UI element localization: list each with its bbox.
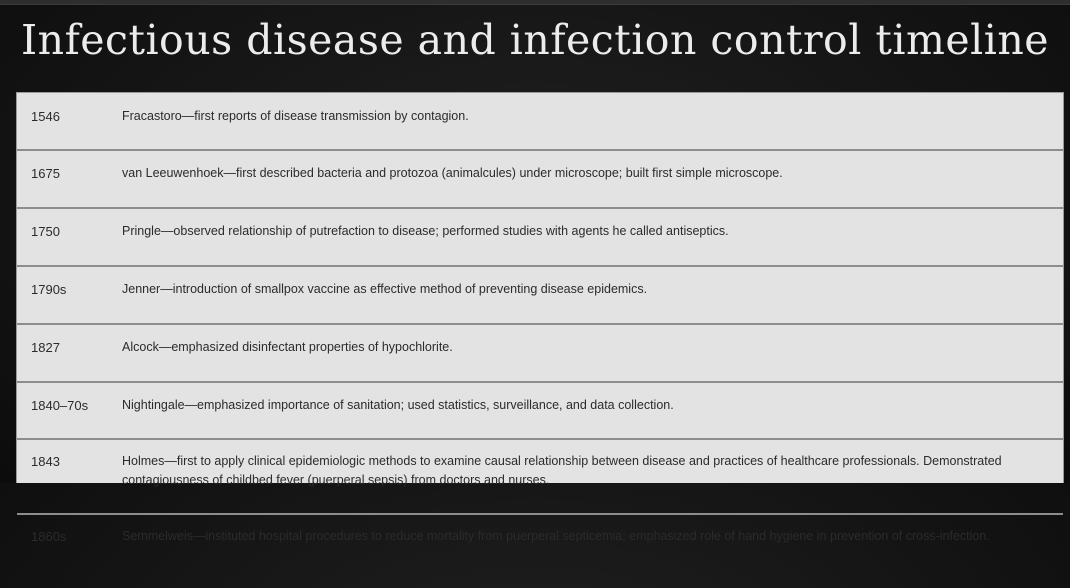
year-cell: 1675 [17, 150, 121, 208]
slide-top-border [0, 0, 1070, 5]
table-row [17, 382, 1063, 439]
year-cell: 1843 [17, 439, 121, 514]
event-cell: van Leeuwenhoek—first described bacteria and protozoa (animalcules) under microscope; built first simple microscope. [121, 150, 1063, 208]
table-row [17, 439, 1063, 514]
event-cell: Jenner—introduction of smallpox vaccine as effective method of preventing disease epidemics. [121, 266, 1063, 324]
table-row [17, 208, 1063, 266]
event-cell: Alcock—emphasized disinfectant properties of hypochlorite. [121, 324, 1063, 382]
event-cell: Fracastoro—first reports of disease transmission by contagion. [122, 109, 469, 123]
table-row [17, 93, 1063, 150]
slide-title: Infectious disease and infection control timeline [20, 16, 1050, 64]
event-cell: Semmelweis—instituted hospital procedures to reduce mortality from puerperal septicemia; emphasized role of hand hygiene in prevention of cross-infection. [121, 514, 1063, 588]
year-cell: 1546 [31, 109, 60, 124]
year-cell: 1860s [17, 514, 121, 588]
timeline-table-container [16, 92, 1064, 544]
event-cell: Pringle—observed relationship of putrefaction to disease; performed studies with agents he called antiseptics. [121, 208, 1063, 266]
year-cell: 1840–70s [17, 382, 121, 439]
timeline-table [17, 93, 1063, 588]
table-row [17, 324, 1063, 382]
table-row [17, 266, 1063, 324]
table-row [17, 514, 1063, 588]
event-cell: Nightingale—emphasized importance of sanitation; used statistics, surveillance, and data collection. [121, 382, 1063, 439]
year-cell: 1827 [17, 324, 121, 382]
event-cell: Holmes—first to apply clinical epidemiologic methods to examine causal relationship between disease and practices of healthcare professionals. Demonstrated contagiousness of childbed fever (puerperal sepsis) from doctors and nurses. [121, 439, 1063, 514]
year-cell: 1750 [17, 208, 121, 266]
table-row [17, 150, 1063, 208]
year-cell: 1790s [17, 266, 121, 324]
